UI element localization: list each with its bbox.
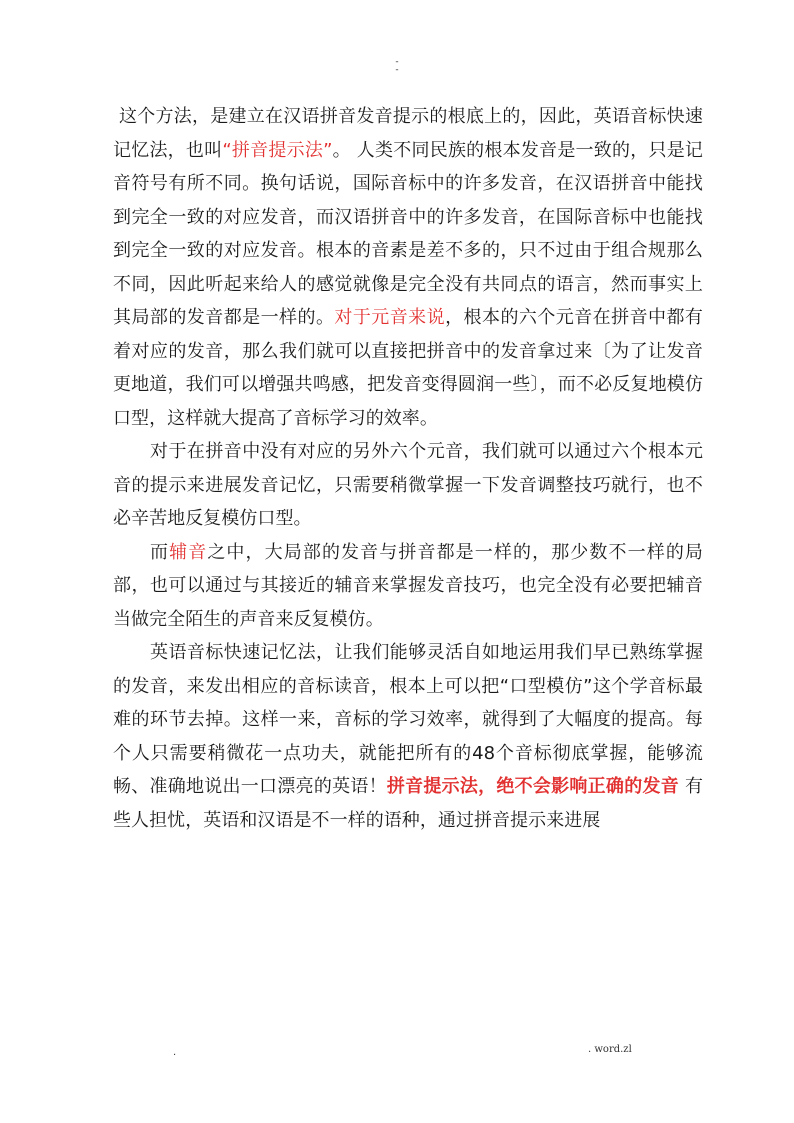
- p1-text-2: 。 人类不同民族的根本发音是一致的，只是记音符号有所不同。换句话说，国际音标中的许多发音，在汉语拼音中能找到完全一致的对应发音，而汉语拼音中的许多发音，在国际音标中也能找到完全一致的对应发音。根本的音素是差不多的，只不过由于组合规那么不同，因此听起来给人的感觉就像是完全没有共同点的语言，然而事实上其局部的发音都是一样的。: [113, 139, 703, 328]
- header-dash-top: -: [395, 57, 399, 67]
- paragraph-4: [113, 636, 703, 837]
- footer-left-mark: .: [173, 1047, 177, 1058]
- footer-right-mark: . word.zl: [588, 1044, 632, 1055]
- p3-text-1: 而: [150, 541, 170, 563]
- p4-text-1: 英语音标快速记忆法，让我们能够灵活自如地运用我们早已熟练掌握的发音，来发出相应的音标读音，根本上可以把“口型模仿”这个学音标最难的环节去掉。这样一来，音标的学习效率，就得到了大幅度的提高。每个人只需要稍微花一点功夫，就能把所有的48个音标彻底掌握，能够流畅、准确地说出一口漂亮的英语！: [113, 642, 703, 797]
- p4-highlight-claim: 拼音提示法，绝不会影响正确的发音: [386, 776, 679, 797]
- p3-highlight-consonants: 辅音: [169, 541, 208, 563]
- document-body: [113, 100, 703, 837]
- p1-highlight-vowels: 对于元音来说: [334, 307, 446, 328]
- paragraph-1: [113, 100, 703, 435]
- header-mark: [393, 58, 401, 74]
- p1-text-1: 这个方法，是建立在汉语拼音发音提示的根底上的，因此，英语音标快速记忆法，也叫: [113, 106, 703, 161]
- paragraph-3: [113, 536, 703, 637]
- p4-text-2: 有些人担忧，英语和汉语是不一样的语种，通过拼音提示来进展: [113, 776, 703, 831]
- p1-text-3: ，根本的六个元音在拼音中都有着对应的发音，那么我们就可以直接把拼音中的发音拿过来〔为了让发音更地道，我们可以增强共鸣感，把发音变得圆润一些〕，而不必反复地模仿口型，这样就大提高了音标学习的效率。: [113, 307, 703, 429]
- p1-highlight-pinyin-method: “拼音提示法”: [222, 139, 333, 161]
- paragraph-2: 对于在拼音中没有对应的另外六个元音，我们就可以通过六个根本元音的提示来进展发音记忆，只需要稍微掌握一下发音调整技巧就行，也不必辛苦地反复模仿口型。: [113, 441, 703, 529]
- header-dash-bottom: -: [395, 65, 399, 75]
- p3-text-2: 之中，大局部的发音与拼音都是一样的，那少数不一样的局部，也可以通过与其接近的辅音来掌握发音技巧，也完全没有必要把辅音当做完全陌生的声音来反复模仿。: [113, 541, 703, 630]
